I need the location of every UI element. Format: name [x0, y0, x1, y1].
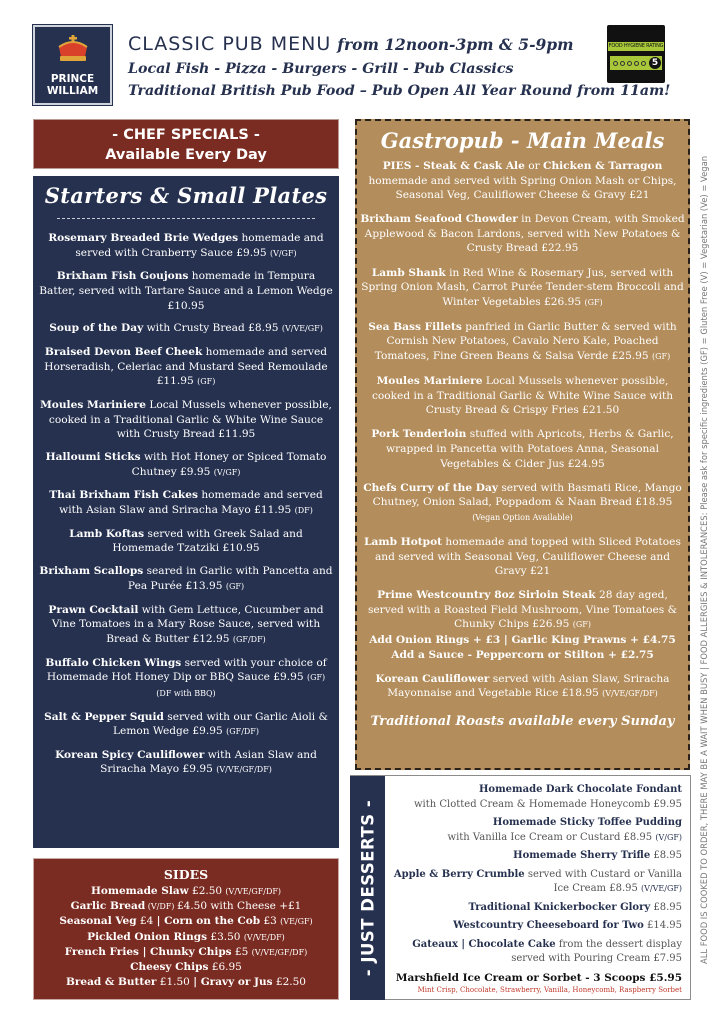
dietary-tag: (GF/DF) — [226, 727, 259, 737]
item-description: served with Greek Salad and Homemade Tzatziki £10.95 — [112, 527, 303, 555]
menu-item — [357, 427, 688, 471]
item-description: homemade and served Horseradish, Celeriac and Mustard Seed Remoulade £11.95 — [44, 346, 328, 388]
dietary-tag: (DF) — [294, 506, 313, 516]
menu-item — [33, 450, 339, 480]
ice-cream-item: Marshfield Ice Cream or Sorbet - 3 Scoops £5.95 — [395, 971, 682, 984]
item-description: with Vanilla Ice Cream or Custard £8.95 — [447, 831, 656, 843]
menu-item — [33, 603, 339, 648]
item-name: Thai Brixham Fish Cakes — [49, 489, 198, 502]
menu-addon: Add a Sauce - Peppercorn or Stilton + £2.75 — [391, 648, 654, 661]
item-description: served with Asian Slaw, Sriracha Mayonnaise and Vegetable Rice £18.95 — [387, 672, 670, 700]
menu-item — [33, 748, 339, 778]
item-description: with Asian Slaw and Sriracha Mayo £9.95 — [100, 748, 317, 776]
starters-list — [33, 231, 339, 778]
desserts-section — [350, 775, 691, 1000]
item-name: Lamb Hotpot — [364, 535, 443, 548]
item-description: with Gem Lettuce, Cucumber and Vine Tomatoes in a Mary Rose Sauce, served with Bread & Butter £12.95 — [51, 603, 324, 645]
item-name: Prime Westcountry 8oz Sirloin Steak — [377, 589, 596, 602]
item-description: £14.95 — [643, 920, 682, 931]
menu-item — [357, 374, 688, 418]
item-name: Lamb Shank — [371, 266, 446, 279]
allergy-notice — [695, 124, 712, 996]
menu-item — [386, 816, 682, 845]
item-description: £8.95 — [650, 850, 682, 861]
side-item — [34, 884, 338, 899]
dietary-tag: (V/VE/GF/DF) — [602, 689, 658, 699]
dietary-tag: (V/VE/GF/DF) — [216, 765, 272, 775]
item-name: Homemade Sticky Toffee Pudding — [492, 817, 682, 828]
item-description: seared in Garlic with Pancetta and Pea Purée £13.95 — [127, 565, 333, 592]
dietary-tag: (V/GF) — [269, 248, 297, 258]
item-description: Local Mussels whenever possible, cooked in a Traditional Garlic & White Wine Sauce with Crusty Bread £11.95 — [48, 399, 332, 441]
side-price: £4 — [136, 915, 157, 928]
menu-item — [357, 481, 688, 526]
desserts-heading: - JUST DESSERTS - — [358, 799, 377, 977]
opening-hours: from 12noon-3pm & 5-9pm — [337, 35, 574, 54]
item-description: homemade and served with Asian Slaw and Sriracha Mayo £11.95 — [59, 489, 323, 517]
item-description: with Crusty Bread £8.95 — [143, 322, 282, 335]
item-description: in Red Wine & Rosemary Jus, served with Spring Onion Mash, Carrot Purée Tender-stem Broccoli and Winter Vegetables £26.95 — [361, 266, 684, 308]
item-description: with Clotted Cream & Homemade Honeycomb £9.95 — [414, 798, 682, 810]
menu-item — [386, 868, 682, 897]
crown-icon — [56, 35, 90, 65]
item-description: served with our Garlic Aioli & Lemon Wedge £9.95 — [113, 710, 328, 738]
sides-list — [34, 884, 338, 990]
item-name: Moules Mariniere — [376, 375, 483, 388]
item-name: Gateaux | Chocolate Cake — [412, 938, 556, 950]
side-name: | Corn on the Cob — [156, 915, 261, 928]
starters-heading: Starters & Small Plates — [44, 183, 328, 208]
item-description: homemade and served with Cranberry Sauce £9.95 — [75, 232, 324, 259]
item-description: in Devon Cream, with Smoked Applewood & Bacon Lardons, served with New Potatoes & Crusty Bread £22.95 — [364, 213, 685, 255]
item-name: Salt & Pepper Squid — [44, 710, 164, 723]
menu-item — [33, 656, 339, 702]
desserts-list — [386, 783, 682, 995]
item-description: 28 day aged, served with a Roasted Field Mushroom, Vine Tomatoes & Chunky Chips £26.95 — [367, 589, 678, 631]
starters-section — [33, 176, 339, 848]
menu-item — [33, 564, 339, 594]
food-hygiene-rating-badge — [607, 25, 665, 83]
item-name: Homemade Sherry Trifle — [513, 850, 651, 861]
dietary-tag: (GF) — [225, 581, 245, 591]
item-description: served with Basmati Rice, Mango Chutney, Onion Salad, Poppadom & Naan Bread £18.95 — [372, 481, 682, 509]
menu-item — [33, 345, 339, 390]
item-name: Chefs Curry of the Day — [363, 481, 498, 494]
side-name: Garlic Bread — [70, 900, 146, 913]
item-name: Brixham Seafood Chowder — [360, 213, 518, 226]
menu-item — [357, 588, 688, 633]
side-price: £3 — [260, 915, 281, 928]
dietary-tag: (GF) — [572, 620, 591, 630]
item-name: Korean Spicy Cauliflower — [55, 748, 205, 761]
desserts-items — [386, 783, 682, 967]
dietary-tag: (V/VE/GF/DF) — [225, 887, 282, 896]
item-name: Apple & Berry Crumble — [393, 868, 525, 880]
menu-item — [33, 398, 339, 442]
divider — [57, 218, 315, 219]
item-name: Pork Tenderloin — [371, 428, 467, 441]
side-item — [34, 930, 338, 945]
menu-item — [386, 901, 682, 916]
side-price: £1.50 — [156, 976, 194, 989]
dietary-tag: (GF/DF) — [232, 634, 266, 644]
item-description: £8.95 — [650, 901, 682, 913]
side-price: £5 — [231, 945, 252, 958]
sunday-roasts-note: Traditional Roasts available every Sunday — [370, 713, 675, 729]
side-name: French Fries | Chunky Chips — [64, 945, 232, 958]
desserts-banner — [350, 776, 385, 1000]
item-name: Buffalo Chicken Wings — [45, 656, 182, 669]
dietary-tag: (V/VE/GF) — [641, 884, 682, 893]
item-name: Soup of the Day — [49, 322, 144, 335]
side-name: Homemade Slaw — [90, 885, 189, 897]
side-name: | Gravy or Jus — [193, 976, 273, 989]
main-meals-list — [357, 159, 688, 702]
dietary-tag: (GF) — [584, 297, 603, 307]
menu-item — [33, 488, 339, 518]
hygiene-rating: 5 — [649, 57, 661, 69]
side-name: Pickled Onion Rings — [87, 930, 208, 943]
side-name: Cheesy Chips — [130, 961, 209, 974]
dietary-tag: (GF) — [197, 377, 216, 387]
side-item — [34, 945, 338, 960]
item-name: Homemade Dark Chocolate Fondant — [478, 784, 682, 795]
item-name: Brixham Scallops — [39, 565, 144, 578]
dietary-tag: (V/GF) — [213, 467, 241, 477]
dietary-tag: (GF) (DF with BBQ) — [156, 673, 326, 698]
rating-dot-icon — [641, 61, 646, 66]
item-name: Sea Bass Fillets — [368, 320, 462, 333]
menu-item — [386, 919, 682, 934]
menu-item — [357, 266, 688, 311]
main-meals-section — [355, 119, 690, 770]
tagline-pub-open: Traditional British Pub Food – Pub Open All Year Round from 11am! — [128, 83, 671, 99]
item-description: homemade in Tempura Batter, served with Tartare Sauce and a Lemon Wedge £10.95 — [39, 270, 333, 312]
dietary-tag: (VE/GF) — [280, 917, 313, 927]
menu-item — [33, 321, 339, 337]
item-name: Moules Mariniere — [40, 399, 146, 412]
menu-item — [386, 783, 682, 812]
side-item — [34, 975, 338, 990]
item-name: Prawn Cocktail — [48, 603, 139, 616]
allergy-notice-text: ALL FOOD IS COOKED TO ORDER, THERE MAY BE A WAIT WHEN BUSY | FOOD ALLERGIES & INTOLERANCES: Please ask for specific ingredients (GF) = Gluten Free (V) = Vegetarian (Ve) = Vegan — [698, 155, 709, 965]
menu-item — [357, 159, 688, 203]
side-name: Bread & Butter — [66, 976, 157, 989]
ice-cream-flavours: Mint Crisp, Chocolate, Strawberry, Vanilla, Honeycomb, Raspberry Sorbet — [417, 985, 682, 994]
item-description: homemade and served with Spring Onion Mash or Chips, Seasonal Veg, Cauliflower Cheese & Gravy £21 — [368, 174, 677, 202]
side-price: £2.50 — [272, 976, 306, 989]
menu-item — [357, 212, 688, 256]
hygiene-label: FOOD HYGIENE RATING — [608, 43, 664, 49]
item-description: panfried in Garlic Butter & served with Cornish New Potatoes, Cavalo Nero Kale, Poached Tomatoes, Fine Green Beans & Salsa Verde £25.95 — [374, 320, 677, 363]
side-price: £4.50 with Cheese +£1 — [176, 900, 302, 913]
side-name: Seasonal Veg — [59, 915, 137, 928]
header — [128, 33, 670, 99]
menu-title: CLASSIC PUB MENU — [128, 33, 332, 55]
dietary-tag: (Vegan Option Available) — [472, 512, 573, 522]
sides-section — [33, 858, 339, 1000]
pub-logo — [33, 25, 112, 105]
rating-dot-icon — [634, 61, 639, 66]
item-name: Braised Devon Beef Cheek — [44, 346, 203, 359]
dietary-tag: (V/VE/GF/DF) — [251, 947, 308, 957]
item-name: Halloumi Sticks — [45, 451, 141, 464]
side-item — [34, 899, 338, 914]
item-name: Korean Cauliflower — [375, 672, 490, 685]
side-item — [34, 960, 338, 975]
sides-heading: SIDES — [163, 867, 209, 882]
side-price: £3.50 — [207, 930, 244, 943]
menu-item — [386, 849, 682, 864]
dietary-tag: (V/DF) — [145, 902, 177, 912]
item-description: homemade and topped with Sliced Potatoes and served with Seasonal Veg, Cauliflower Cheese and Gravy £21 — [374, 535, 681, 578]
dietary-tag: (V/GF) — [655, 832, 682, 842]
menu-item — [33, 231, 339, 261]
dietary-tag: (GF) — [652, 352, 671, 362]
dietary-tag: (V/VE/DF) — [243, 932, 285, 942]
menu-item — [386, 938, 682, 967]
pub-name-line2: WILLIAM — [46, 85, 99, 97]
rating-dot-icon — [613, 61, 618, 66]
side-price: £2.50 — [188, 885, 226, 897]
menu-item — [33, 710, 339, 740]
item-name: Traditional Knickerbocker Glory — [468, 901, 651, 913]
side-item — [34, 914, 338, 929]
item-name: PIES - Steak & Cask Ale — [382, 160, 525, 172]
tagline-food-types: Local Fish - Pizza - Burgers - Grill - Pub Classics — [128, 61, 514, 77]
item-name: Chicken & Tarragon — [543, 160, 663, 172]
rating-dot-icon — [620, 61, 625, 66]
main-meals-heading: Gastropub - Main Meals — [380, 128, 665, 153]
item-description: stuffed with Apricots, Herbs & Garlic, wrapped in Pancetta with Potatoes Anna, Seasonal Vegetables & Cider Jus £24.95 — [386, 428, 674, 470]
item-name: Lamb Koftas — [69, 527, 145, 540]
chef-specials-subtitle: Available Every Day — [105, 147, 267, 163]
menu-item — [357, 320, 688, 365]
item-name: Brixham Fish Goujons — [56, 270, 189, 283]
item-description: or — [524, 160, 544, 172]
menu-addon: Add Onion Rings + £3 | Garlic King Prawns + £4.75 — [369, 634, 676, 647]
menu-item — [357, 672, 688, 702]
menu-item — [33, 527, 339, 556]
item-name: Westcountry Cheeseboard for Two — [453, 920, 644, 931]
pub-name-line1: PRINCE — [50, 73, 95, 85]
item-description: served with Custard or Vanilla Ice Cream £8.95 — [524, 868, 682, 894]
side-price: £6.95 — [208, 961, 242, 974]
item-name: Rosemary Breaded Brie Wedges — [48, 232, 239, 244]
item-description: from the dessert display served with Pouring Cream £7.95 — [511, 938, 682, 964]
rating-dot-icon — [627, 61, 632, 66]
menu-item — [33, 269, 339, 313]
item-description: served with your choice of Homemade Hot Honey Dip or BBQ Sauce £9.95 — [46, 656, 327, 684]
item-description: with Hot Honey or Spiced Tomato Chutney £9.95 — [131, 451, 327, 478]
chef-specials-title: - CHEF SPECIALS - — [112, 127, 260, 143]
menu-item — [357, 535, 688, 579]
dietary-tag: (V/VE/GF) — [281, 324, 323, 334]
item-description: Local Mussels whenever possible, cooked in a Traditional Garlic & White Wine Sauce with Crusty Bread & Crispy Fries £21.50 — [371, 375, 674, 417]
chef-specials-banner — [33, 119, 339, 169]
